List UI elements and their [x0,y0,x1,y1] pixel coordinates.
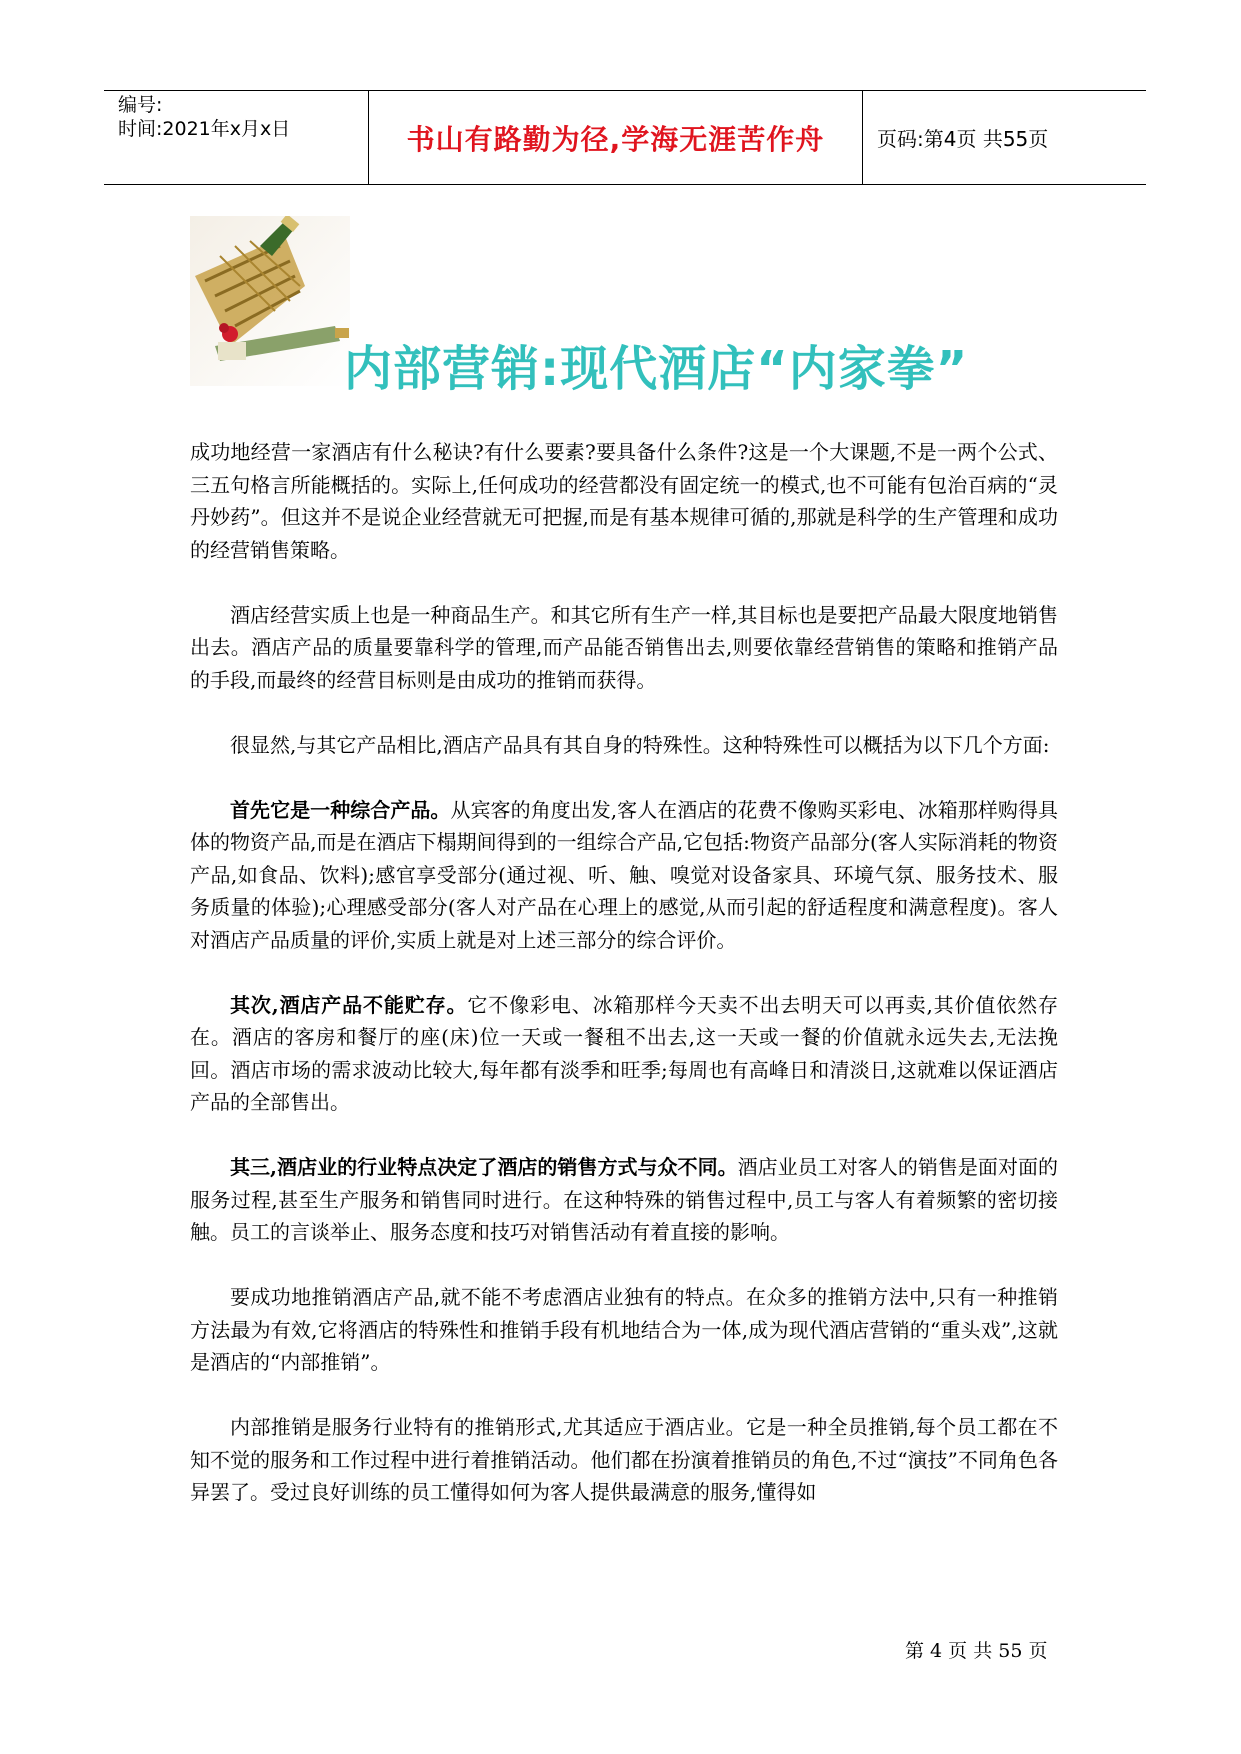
paragraph-4-lead: 首先它是一种综合产品。 [230,797,451,822]
paragraph-5-text: 它不像彩电、冰箱那样今天卖不出去明天可以再卖,其价值依然存在。酒店的客房和餐厅的座(床)位一天或一餐租不出去,这一天或一餐的价值就永远失去,无法挽回。酒店市场的需求波动比较大,每年都有淡季和旺季;每周也有高峰日和清淡日,这就难以保证酒店产品的全部售出。 [190,992,1059,1114]
article-body [190,436,1058,1541]
paragraph-7 [190,1281,1058,1379]
paragraph-5-lead: 其次,酒店产品不能贮存。 [230,992,468,1017]
header-motto: 书山有路勤为径,学海无涯苦作舟 [406,122,825,156]
paragraph-3-text: 很显然,与其它产品相比,酒店产品具有其自身的特殊性。这种特殊性可以概括为以下几个方面: [230,732,1050,757]
paragraph-5 [190,989,1058,1119]
paragraph-2-text: 酒店经营实质上也是一种商品生产。和其它所有生产一样,其目标也是要把产品最大限度地销售出去。酒店产品的质量要靠科学的管理,而产品能否销售出去,则要依靠经营销售的策略和推销产品的手段,而最终的经营目标则是由成功的推销而获得。 [190,602,1058,692]
header-meta-cell [104,91,369,184]
paragraph-4-text: 从宾客的角度出发,客人在酒店的花费不像购买彩电、冰箱那样购得具体的物资产品,而是在酒店下榻期间得到的一组综合产品,它包括:物资产品部分(客人实际消耗的物资产品,如食品、饮料);感官享受部分(通过视、听、触、嗅觉对设备家具、环境气氛、服务技术、服务质量的体验);心理感受部分(客人对产品在心理上的感觉,从而引起的舒适程度和满意程度)。客人对酒店产品质量的评价,实质上就是对上述三部分的综合评价。 [190,797,1059,952]
paragraph-6-text: 酒店业员工对客人的销售是面对面的服务过程,甚至生产服务和销售同时进行。在这种特殊的销售过程中,员工与客人有着频繁的密切接触。员工的言谈举止、服务态度和技巧对销售活动有着直接的影响。 [190,1155,1059,1244]
article-title: 内部营销:现代酒店“内家拳” [344,341,969,397]
paragraph-1 [190,436,1058,566]
paragraph-7-text: 要成功地推销酒店产品,就不能不考虑酒店业独有的特点。在众多的推销方法中,只有一种推销方法最为有效,它将酒店的特殊性和推销手段有机地结合为一体,成为现代酒店营销的“重头戏”,这就是酒店的“内部推销”。 [190,1285,1058,1374]
title-banner [190,216,1160,396]
page-header [104,90,1146,185]
document-number-label: 编号: [118,94,163,116]
wine-bottle-basket-image [190,216,350,386]
paragraph-3 [190,729,1058,762]
paragraph-1-text: 成功地经营一家酒店有什么秘诀?有什么要素?要具备什么条件?这是一个大课题,不是一两个公式、三五句格言所能概括的。实际上,任何成功的经营都没有固定统一的模式,也不可能有包治百病的“灵丹妙药”。但这并不是说企业经营就无可把握,而是有基本规律可循的,那就是科学的生产管理和成功的经营销售策略。 [190,440,1058,562]
paragraph-8-text: 内部推销是服务行业特有的推销形式,尤其适应于酒店业。它是一种全员推销,每个员工都在不知不觉的服务和工作过程中进行着推销活动。他们都在扮演着推销员的角色,不过“演技”不同角色各异罢了。受过良好训练的员工懂得如何为客人提供最满意的服务,懂得如 [190,1415,1058,1504]
paragraph-2 [190,599,1058,697]
page-footer: 第 4 页 共 55 页 [905,1640,1048,1662]
document-time-label: 时间:2021年x月x日 [118,118,291,140]
paragraph-6-lead: 其三,酒店业的行业特点决定了酒店的销售方式与众不同。 [230,1155,738,1179]
paragraph-8 [190,1411,1058,1509]
header-page-cell [863,91,1146,184]
paragraph-4 [190,794,1058,957]
paragraph-6 [190,1151,1058,1249]
header-page-info: 页码:第4页 共55页 [877,127,1049,151]
header-motto-cell [369,91,863,184]
